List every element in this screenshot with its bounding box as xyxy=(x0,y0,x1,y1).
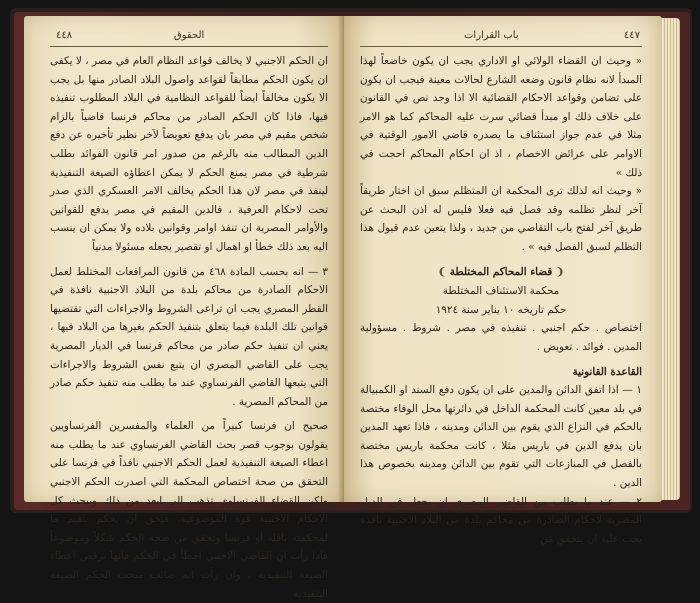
right-page xyxy=(344,16,662,545)
page-stack-edge xyxy=(662,18,680,500)
ornament-left: ❨ xyxy=(555,266,565,278)
section-title xyxy=(360,263,642,283)
rule-2: ٢ — عند ما يطلب من القاضي المصري ان يجعل في الديار المصرية لاحكام الصادرة من محاكم بلدة من البلاد الاجنبية نافذة يجب عليه ان يتحقق من xyxy=(360,495,642,545)
ruling-keywords: اختصاص . حكم اجنبي . تنفيذه في مصر . شروط . مسؤولية المدين . فوائد . تعويض . xyxy=(360,322,642,353)
left-body xyxy=(50,52,328,603)
right-header-rule xyxy=(360,46,642,47)
left-paragraph-2: ٣ — انه بحسب المادة ٤٦٨ من قانون المرافعات المختلط لعمل الاحكام الصادرة من محاكم بلدة من البلاد الاجنبية نافذة في القطر المصري يجب ان تراعى الشروط والاجراءات التي تقتضيها قوانين تلك البلدة فيما يتعلق بتنفيذ الحكم بغيرها من البلاد فيها ، يعني ان تنفيذ حكم صادر من محاكم فرنسا في الديار المصرية يجب على القاضي المصري ان يتبع نفس الشروط والاجراءات التي يتبعها القاضي الفرنساوي عند ما يطلب منه تنفيذ حكم صادر من المحاكم المصرية . xyxy=(50,265,328,408)
right-paragraph-2: « وحيث انه لذلك ترى المحكمة ان المتظلم سبق ان اختار طريقاً آخر لنظر تظلمه وقد فصل فيه فعلا فليس له اذن البحث عن طريق آخر لفتح باب التقاضي من جديد ، ولذا يتعين عدم قبول هذا التظلم لسبق الفصل فيه » . xyxy=(360,185,642,253)
court-name: محكمة الاستئناف المختلطة xyxy=(442,285,560,298)
ornament-right: ❩ xyxy=(437,266,447,278)
left-page-number: ٤٤٨ xyxy=(56,30,73,41)
left-paragraph-1: ان الحكم الاجنبي لا يخالف قواعد النظام العام في مصر ، لا يكفى ان يكون الحكم مطابقاً لقواعد واصول البلاد الصادر منها بل يجب الا يكون مخالفاً ايضاً للقواعد النظامية في البلاد المطلوب تنفيذه فيها، فاذا كان الحكم الصادر من محاكم فرنسا قاضياً بالزام شخص مقيم في مصر بان يدفع تعويضاً لآخر نظير تأخيره عن دفع الدين المطالب منه بالرغم من صدور امر قانون الفوائد بطلب شرطية في مصر يمنع الحكم لا يمكن اعطاؤه الصيغة التنفيذية لينفذ في مصر لان هذا الحكم يخالف الامر العسكري الذي صدر تحت لاحكام العرفية ، فالدين المقيم في مصر يدفع للقوانين والأوامر المصرية ان تنفذ اوامر وقوانين بلاده ولا يمكن ان ينسب اليه بعد ذلك خطأ او اهمال او تقصير يجعله مسئولا مدنياً xyxy=(50,55,328,253)
left-paragraph-3: صحيح ان فرنسا كبيراً من العلماء والمفسرين الفرنساويين يقولون بوجوب قصر بحث القاضي الفرنساوي عند ما يطلب منه اعطاء الصيغة التنفيذية لعمل الحكم الاجنبي نافذاً في فرنسا على التحقق من صحة اختصاص المحكمة التي اصدرت الحكم الاجنبي ولكن القضاء الفرنساوي تذهب الى ابعد من ذلك ويبحث كل الاحكام الاجنبية قوة الموضوعية، فيحق ان يحكم بتقيم ما لمحكمته ناقلة أو فرنسا وتحقق من صحة الحكم شكلاً وموضوعاً فاذا رأت ان القاضي الاجنبي اخطأ في الحكم فانها ترفض اعطاء الصيغة التنفيذية ، وان رأت انه صائب منحت الحكم الصيغة التنفيذية xyxy=(50,420,328,600)
left-page xyxy=(24,16,344,600)
left-header-rule xyxy=(50,46,328,47)
right-body xyxy=(360,52,642,548)
left-running-head: الحقوق xyxy=(174,30,205,41)
right-running-head: باب القرارات xyxy=(464,30,519,41)
right-paragraph-1: « وحيث ان القضاء الولائي او الاداري يجب ان يكون خاضعاً لهذا المبدأ لانه نظام قانون وضعه الشارع لحالات معينة فيجب ان يكون على تضامن وقواعد الاحكام القضائية الا اذا وجد نص في القانون على خلاف ذلك او مبدأ قضائي سرت عليه المحاكم كما هو الامر مثلا في عدم جواز استئناف ما يصدره قاضي الامور الوقتية في الاوامر على عرائض الاخصام ، اذ ان احكام المحاكم احجت في ذلك » xyxy=(360,55,642,179)
section-title-text: قضاء المحاكم المختلطة xyxy=(449,265,553,278)
rule-1: ١ — اذا اتفق الدائن والمدين على ان يكون دفع السند او الكمبيالة في بلد معين كانت المحكمة الداخل في دائرتها محل الوفاء مختصة بالحكم في النزاع الذي يقوم بين الدائن ومدينه ، فاذا تعهد المدين بان يدفع الدين في باريس مثلا ، كانت محكمة باريس مختصة بالفصل في المنازعات التي تقوم بين الدائن ومدينه بخصوص هذا الدين . xyxy=(360,384,642,490)
ruling-date: حكم تاريخه ١٠ يناير سنة ١٩٢٤ xyxy=(435,303,567,316)
rule-heading: القاعدة القانونية xyxy=(572,365,642,378)
right-page-number: ٤٤٧ xyxy=(623,30,640,41)
